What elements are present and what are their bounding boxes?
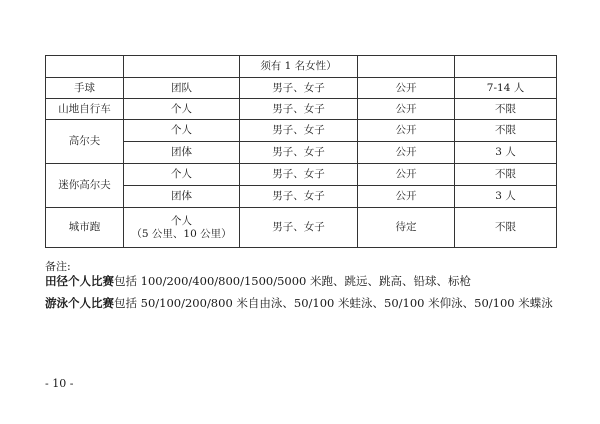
limit-cell: 3 人 — [455, 186, 557, 208]
note-athletics — [45, 273, 471, 289]
limit-cell — [455, 56, 557, 78]
note-label: 田径个人比赛 — [45, 274, 114, 288]
page-number: - 10 - — [45, 377, 74, 390]
gender-cell: 男子、女子 — [240, 99, 358, 120]
type-cell: 团体 — [124, 186, 240, 208]
sport-cell: 手球 — [46, 78, 124, 99]
type-cell: 个人 — [124, 99, 240, 120]
scope-cell: 公开 — [358, 142, 455, 164]
gender-cell: 男子、女子 — [240, 208, 358, 248]
scope-cell — [358, 56, 455, 78]
table-row — [46, 56, 557, 78]
sport-cell — [46, 56, 124, 78]
note-text: 包括 100/200/400/800/1500/5000 米跑、跳远、跳高、铅球、标枪 — [114, 274, 472, 288]
sport-cell: 山地自行车 — [46, 99, 124, 120]
gender-cell: 男子、女子 — [240, 142, 358, 164]
table-row — [46, 208, 557, 248]
limit-cell: 不限 — [455, 120, 557, 142]
table-row — [46, 120, 557, 142]
scope-cell: 公开 — [358, 120, 455, 142]
sport-cell: 高尔夫 — [46, 120, 124, 164]
type-cell: 团体 — [124, 142, 240, 164]
note-swimming — [45, 295, 553, 311]
gender-cell: 男子、女子 — [240, 164, 358, 186]
gender-cell: 男子、女子 — [240, 120, 358, 142]
notes-title: 备注: — [45, 260, 71, 273]
type-cell — [124, 56, 240, 78]
event-table — [45, 55, 557, 248]
limit-cell: 7-14 人 — [455, 78, 557, 99]
type-line: 个人 — [171, 214, 192, 227]
gender-cell: 须有 1 名女性） — [240, 56, 358, 78]
scope-cell: 待定 — [358, 208, 455, 248]
note-text: 包括 50/100/200/800 米自由泳、50/100 米蛙泳、50/100 米仰泳、50/100 米蝶泳 — [114, 296, 553, 310]
sport-cell: 城市跑 — [46, 208, 124, 248]
note-label: 游泳个人比赛 — [45, 296, 114, 310]
type-cell: 团队 — [124, 78, 240, 99]
type-cell: 个人 — [124, 120, 240, 142]
limit-cell: 不限 — [455, 208, 557, 248]
scope-cell: 公开 — [358, 78, 455, 99]
sport-cell: 迷你高尔夫 — [46, 164, 124, 208]
type-detail-line: （5 公里、10 公里） — [131, 227, 232, 240]
type-cell: 个人 — [124, 164, 240, 186]
gender-cell: 男子、女子 — [240, 78, 358, 99]
limit-cell: 3 人 — [455, 142, 557, 164]
scope-cell: 公开 — [358, 99, 455, 120]
table-row — [46, 164, 557, 186]
scope-cell: 公开 — [358, 164, 455, 186]
type-cell — [124, 208, 240, 248]
table-row — [46, 78, 557, 99]
table-row — [46, 99, 557, 120]
gender-cell: 男子、女子 — [240, 186, 358, 208]
scope-cell: 公开 — [358, 186, 455, 208]
limit-cell: 不限 — [455, 164, 557, 186]
limit-cell: 不限 — [455, 99, 557, 120]
